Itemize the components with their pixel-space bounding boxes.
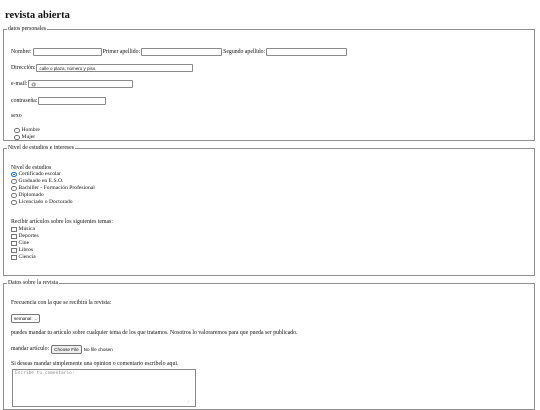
sexo-option-mujer[interactable] xyxy=(14,134,40,141)
checkbox-icon[interactable] xyxy=(11,248,17,254)
studies-fieldset xyxy=(3,145,535,276)
password-input[interactable] xyxy=(38,97,106,105)
frecuencia-select[interactable] xyxy=(11,314,40,323)
radio-label: Licenciado o Doctorado xyxy=(18,199,73,206)
nivel-option-certificado[interactable] xyxy=(11,171,95,178)
radio-selected-icon[interactable] xyxy=(11,172,17,178)
frecuencia-select-row xyxy=(11,314,40,323)
radio-label: Mujer xyxy=(21,134,36,141)
password-label: contraseña: xyxy=(11,97,38,104)
nivel-option-diplomado[interactable] xyxy=(11,192,95,199)
radio-icon[interactable] xyxy=(14,135,20,141)
page-title: revista abierta xyxy=(5,10,70,21)
checkbox-icon[interactable] xyxy=(11,227,17,233)
radio-icon[interactable] xyxy=(11,193,17,199)
checkbox-label: Ciencia xyxy=(18,254,36,261)
comentario-label-row xyxy=(11,361,178,368)
nombre-input[interactable] xyxy=(33,48,102,56)
nivel-option-licenciado[interactable] xyxy=(11,199,95,206)
segundo-apellido-input[interactable] xyxy=(266,48,347,56)
radio-icon[interactable] xyxy=(11,200,17,206)
checkbox-icon[interactable] xyxy=(11,234,17,240)
checkbox-label: Libros xyxy=(18,247,34,254)
checkbox-label: Cine xyxy=(18,240,30,247)
checkbox-label: Deportes xyxy=(18,233,39,240)
direccion-label: Dirección: xyxy=(11,64,36,71)
radio-icon[interactable] xyxy=(11,179,17,185)
nivel-label: Nivel de estudios xyxy=(11,165,52,172)
direccion-row xyxy=(11,64,194,72)
email-input[interactable] xyxy=(28,80,133,88)
nombre-label: Nombre: xyxy=(11,48,32,55)
magazine-fieldset xyxy=(3,280,535,410)
nivel-options xyxy=(11,171,95,206)
chevron-down-icon: ⌵ xyxy=(34,316,38,322)
sexo-label: sexo xyxy=(11,113,22,120)
radio-label: Hombre xyxy=(21,127,40,134)
tema-option-musica[interactable] xyxy=(11,226,39,233)
comentario-textarea[interactable] xyxy=(12,369,196,407)
tema-option-deportes[interactable] xyxy=(11,233,39,240)
personal-data-fieldset xyxy=(3,26,535,141)
checkbox-icon[interactable] xyxy=(11,255,17,261)
sexo-option-hombre[interactable] xyxy=(14,127,40,134)
tema-option-libros[interactable] xyxy=(11,247,39,254)
tema-option-cine[interactable] xyxy=(11,240,39,247)
radio-label: Diplomado xyxy=(18,192,44,199)
email-label: e-mail: xyxy=(11,80,28,87)
studies-legend: Nivel de estudios e intereses xyxy=(8,145,75,151)
radio-icon[interactable] xyxy=(11,186,17,192)
personal-data-legend: datos personales xyxy=(8,26,47,32)
radio-label: Graduado en E.S.O. xyxy=(18,178,64,185)
radio-label: Certificado escolar xyxy=(18,171,61,178)
mandar-label: mandar artículo: xyxy=(11,346,50,353)
articulo-info-row xyxy=(11,330,298,337)
nivel-option-bachiller[interactable] xyxy=(11,185,95,192)
temas-options xyxy=(11,226,39,261)
frecuencia-selected-value: semanal xyxy=(14,315,32,321)
radio-icon[interactable] xyxy=(14,128,20,134)
primer-apellido-input[interactable] xyxy=(141,48,222,56)
name-row xyxy=(11,48,348,56)
radio-label: Bachiller - Formación Profesional xyxy=(18,185,95,192)
segundo-apellido-label: Segundo apellido: xyxy=(223,48,266,55)
primer-apellido-label: Primer apellido: xyxy=(102,48,141,55)
tema-option-ciencia[interactable] xyxy=(11,254,39,261)
choose-file-button[interactable]: Choose File xyxy=(51,345,82,354)
frecuencia-label: Frecuencia con la que se recibirá la revista: xyxy=(11,300,112,307)
frecuencia-label-row xyxy=(11,300,111,307)
articulo-info-text: puedes mandar tu artículo sobre cualquier tema de los que tratamos. Nosotros lo valoraremos para que pueda ser publicado. xyxy=(11,330,298,337)
sexo-options xyxy=(14,127,40,141)
resize-grip-icon[interactable]: ∕ xyxy=(188,399,189,405)
mandar-row xyxy=(11,345,113,354)
password-row xyxy=(11,97,107,105)
checkbox-icon[interactable] xyxy=(11,241,17,247)
sexo-row xyxy=(11,113,22,120)
temas-label: Recibir artículos sobre los siguientes temas: xyxy=(11,219,113,226)
direccion-input[interactable] xyxy=(36,64,193,72)
comentario-label: Si deseas mandar simplemente una opinion o comentario escribelo aqui. xyxy=(11,361,179,368)
file-status: No file chosen xyxy=(83,346,113,352)
magazine-legend: Datos sobre la revista xyxy=(8,280,59,286)
checkbox-label: Música xyxy=(18,226,35,233)
email-row xyxy=(11,80,134,88)
